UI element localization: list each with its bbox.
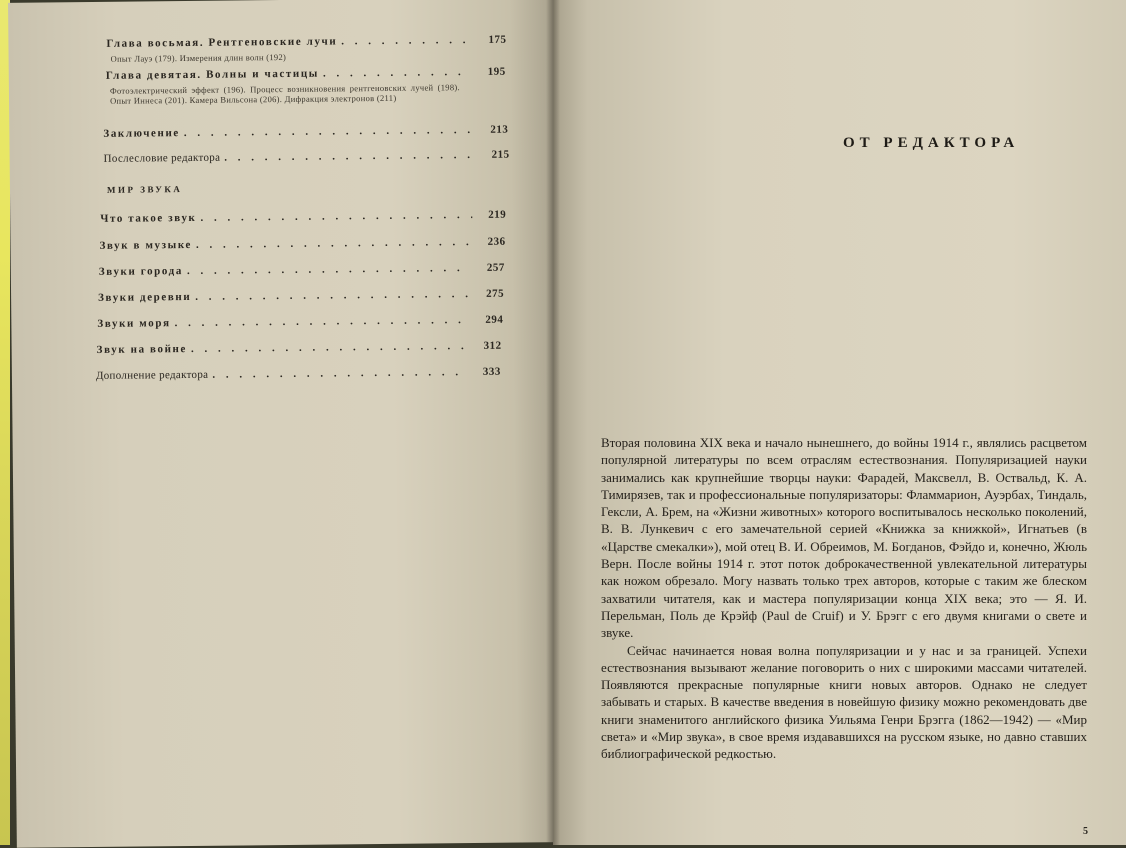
editor-preface-text (601, 434, 1087, 763)
toc-leader-dots (195, 288, 470, 304)
toc-leader-dots (196, 236, 472, 252)
toc-entry (99, 262, 505, 279)
toc-entry (106, 66, 506, 106)
toc-leader-dots (323, 66, 472, 81)
toc-entry-page: 275 (486, 287, 505, 300)
toc-entry-page: 213 (490, 123, 509, 136)
toc-entry-page: 215 (491, 148, 510, 161)
page-title: ОТ РЕДАКТОРА (843, 135, 1020, 151)
toc-entry-page: 257 (486, 261, 505, 274)
toc-entry-title: Глава восьмая. Рентгеновские лучи (106, 35, 338, 50)
toc-entry (98, 288, 504, 305)
toc-entry-title: Звуки деревни (98, 290, 192, 304)
toc-entry (97, 340, 502, 357)
right-page (553, 0, 1126, 845)
toc-entry-title: Заключение (103, 127, 180, 140)
toc-entry-page: 312 (483, 339, 502, 352)
toc-entry-page: 175 (488, 33, 507, 46)
toc-entry-title: Дополнение редактора (95, 368, 209, 382)
toc-entry-title: Глава девятая. Волны и частицы (105, 67, 320, 82)
toc-entry-page: 294 (485, 313, 504, 326)
toc-entry-title: Звуки моря (97, 317, 171, 330)
toc-entry (96, 366, 501, 383)
toc-leader-dots (191, 340, 468, 356)
toc-leader-dots (175, 314, 470, 330)
paragraph: Сейчас начинается новая волна популяризации и у нас и за границей. Успехи естествознания вызывают желание поговорить о них с широкими массами читателей. Появляются прекрасные популярные книги новых авторов. Однако не следует забывать и старых. В качестве введения в новейшую физику можно рекомендовать две книги знаменитого английского физика Уильяма Генри Брэгга (1862—1942) — «Мир света» и «Мир звука», в свое время издававшихся на русском языке, но давно ставших библиографической редкостью. (601, 642, 1087, 762)
toc-entry (100, 209, 506, 226)
toc-leader-dots (212, 366, 467, 382)
toc-entry-page: 195 (487, 65, 506, 78)
section-heading: МИР ЗВУКА (106, 184, 183, 195)
toc-entry (100, 236, 506, 253)
toc-entry-page: 219 (488, 208, 507, 221)
toc-entry (104, 149, 510, 166)
toc-entry-title: Послесловие редактора (103, 151, 221, 165)
toc-leader-dots (200, 209, 472, 225)
toc-entry-title: Звук в музыке (99, 238, 193, 252)
toc-leader-dots (224, 149, 476, 165)
book-spine (546, 0, 560, 845)
toc-entry-subtopics: Фотоэлектрический эффект (196). Процесс возникновения рентгеновских лучей (198). Опыт Иннеса (201). Камера Вильсона (206). Дифракция электронов (211) (109, 82, 460, 106)
paragraph: Вторая половина XIX века и начало нынешнего, до войны 1914 г., являлись расцветом популярной литературы по всем отраслям естествознания. Популяризацией науки занимались как крупнейшие творцы науки: Фарадей, Максвелл, В. Оствальд, К. А. Тимирязев, так и профессиональные популяризаторы: Фламмарион, Ауэрбах, Тиндаль, Гексли, А. Брем, на «Жизни животных» которого воспитывалось несколько поколений, В. В. Лункевич с его замечательной серией «Книжка за книжкой», Игнатьев (в «Царстве смекалки»), мой отец В. И. Обреимов, М. Богданов, Фэйдо и, конечно, Жюль Верн. После войны 1914 г. этот поток доброкачественной увлекательной литературы как ножом обрезало. Могу назвать только трех авторов, которые с таким же блеском захватили читателя, как и мастера популяризации конца XIX века; это — Я. И. Перельман, Поль де Крэйф (Paul de Cruif) и У. Брэгг с его двумя книгами о свете и звуке. (601, 435, 1087, 641)
toc-entry (103, 124, 508, 141)
page-number: 5 (1083, 826, 1088, 837)
toc-entry-title: Что такое звук (100, 211, 197, 225)
left-page (8, 0, 562, 848)
toc-leader-dots (187, 262, 471, 278)
toc-entry (97, 314, 503, 331)
toc-entry-page: 333 (482, 365, 501, 378)
toc-entry-title: Звук на войне (96, 342, 187, 356)
toc-entry-title: Звуки города (98, 265, 183, 278)
toc-leader-dots (341, 34, 472, 48)
toc-entry-subtopics: Опыт Лауэ (179). Измерения длин волн (192) (110, 51, 287, 64)
toc-entry-page: 236 (487, 235, 506, 248)
toc-leader-dots (184, 124, 475, 140)
toc-entry (106, 34, 506, 64)
